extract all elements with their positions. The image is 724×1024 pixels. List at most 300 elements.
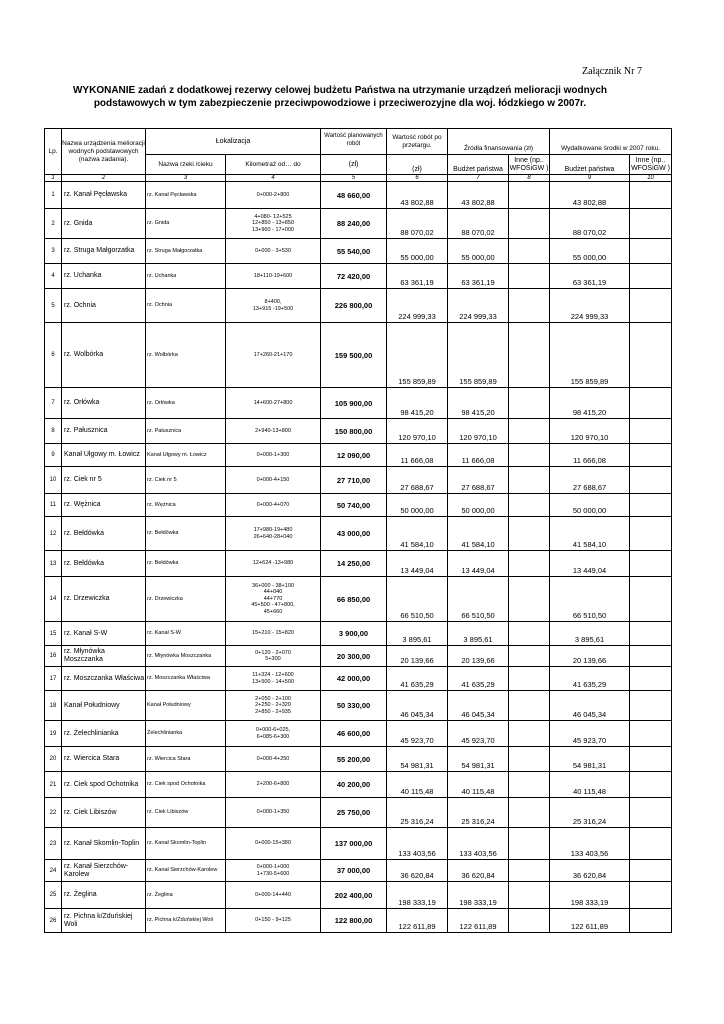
state-budget-value: 25 316,24 — [448, 798, 509, 828]
river-name: rz. Młynówka Moszczanka — [146, 646, 226, 667]
tender-value: 25 316,24 — [387, 798, 448, 828]
spent-other-value — [630, 747, 672, 772]
header-other: Inne (np.. WFOŚiGW ) — [509, 155, 550, 175]
kilometrage-line: 26+640-28+040 — [253, 533, 293, 540]
kilometrage-line: 18+110-19+600 — [253, 272, 293, 279]
row-number: 2 — [45, 209, 62, 239]
annex-label: Załącznik Nr 7 — [582, 66, 642, 77]
kilometrage — [226, 239, 321, 264]
other-source-value — [509, 646, 550, 667]
row-number: 13 — [45, 551, 62, 577]
spent-budget-value: 55 000,00 — [550, 239, 630, 264]
table-row — [45, 444, 672, 467]
spent-other-value — [630, 828, 672, 860]
spent-other-value — [630, 323, 672, 388]
state-budget-value: 13 449,04 — [448, 551, 509, 577]
river-name: rz. Kanał Skomlin-Toplin — [146, 828, 226, 860]
state-budget-value: 43 802,88 — [448, 182, 509, 209]
kilometrage-line: 17+260-21+170 — [253, 351, 293, 358]
column-number: 9 — [550, 175, 630, 182]
table-row — [45, 289, 672, 323]
tender-value: 88 070,02 — [387, 209, 448, 239]
river-name: rz. Ciek Libiszów — [146, 798, 226, 828]
kilometrage-line: 0+000-4+070 — [256, 501, 290, 508]
spent-other-value — [630, 444, 672, 467]
kilometrage-line: 2+940-13+800 — [255, 427, 291, 434]
kilometrage-line: 0+000 - 3+530 — [255, 247, 291, 254]
spent-budget-value: 98 415,20 — [550, 388, 630, 419]
task-name: rz. Gnida — [62, 209, 146, 239]
title-line-2: podstawowych w tym zabezpieczenie przeciwpowodziowe i przeciwerozyjne dla woj. łódzkiego w 2007r. — [93, 98, 587, 109]
kilometrage-line: 12+850 - 13+850 — [252, 220, 294, 227]
row-number: 12 — [45, 517, 62, 551]
kilometrage-line: 13+960 - 17+000 — [252, 226, 294, 233]
spent-budget-value: 3 895,61 — [550, 622, 630, 646]
other-source-value — [509, 323, 550, 388]
planned-value: 20 300,00 — [321, 646, 387, 667]
state-budget-value: 55 000,00 — [448, 239, 509, 264]
state-budget-value: 155 859,89 — [448, 323, 509, 388]
table-row — [45, 622, 672, 646]
task-name: rz. Uchanka — [62, 264, 146, 289]
kilometrage-line: 0+000-2+800 — [256, 191, 290, 198]
planned-value: 55 540,00 — [321, 239, 387, 264]
header-km: Kilometraż od… do — [226, 155, 321, 175]
spent-budget-value: 63 361,19 — [550, 264, 630, 289]
document-title — [60, 84, 620, 110]
spent-budget-value: 66 510,50 — [550, 577, 630, 622]
state-budget-value: 98 415,20 — [448, 388, 509, 419]
spent-other-value — [630, 646, 672, 667]
kilometrage-line: 1+730-5+600 — [256, 870, 290, 877]
other-source-value — [509, 860, 550, 882]
task-name: rz. Pałusznica — [62, 419, 146, 444]
title-line-1: WYKONANIE zadań z dodatkowej rezerwy celowej budżetu Państwa na utrzymanie urządzeń melioracji wodnych — [72, 85, 607, 96]
kilometrage — [226, 388, 321, 419]
spent-other-value — [630, 721, 672, 747]
spent-budget-value: 50 000,00 — [550, 494, 630, 517]
row-number: 10 — [45, 467, 62, 494]
table-row — [45, 494, 672, 517]
spent-other-value — [630, 239, 672, 264]
spent-budget-value: 25 316,24 — [550, 798, 630, 828]
task-name: rz. Kanał Skomlin-Toplin — [62, 828, 146, 860]
state-budget-value: 50 000,00 — [448, 494, 509, 517]
row-number: 4 — [45, 264, 62, 289]
table-row — [45, 721, 672, 747]
river-name: rz. Kanał Pęcławska — [146, 182, 226, 209]
state-budget-value: 41 584,10 — [448, 517, 509, 551]
task-name: Kanał Ułgowy m. Łowicz — [62, 444, 146, 467]
task-name: rz. Struga Małgorzatka — [62, 239, 146, 264]
kilometrage-line: 0+000-15+380 — [255, 840, 291, 847]
kilometrage — [226, 444, 321, 467]
row-number: 17 — [45, 667, 62, 691]
other-source-value — [509, 551, 550, 577]
header-sources: Źródła finansowania (zł) — [448, 129, 550, 155]
spent-budget-value: 120 970,10 — [550, 419, 630, 444]
kilometrage-line: 15+210 - 15+820 — [252, 630, 294, 637]
other-source-value — [509, 444, 550, 467]
state-budget-value: 120 970,10 — [448, 419, 509, 444]
task-name: rz. Orłówka — [62, 388, 146, 419]
river-name: Kanał Ułgowy m. Łowicz — [146, 444, 226, 467]
kilometrage-line: 45+500 - 47+800, — [251, 602, 295, 609]
table-row — [45, 517, 672, 551]
task-name: rz. Kanał Sierzchów-Karolew — [62, 860, 146, 882]
spent-other-value — [630, 517, 672, 551]
planned-value: 88 240,00 — [321, 209, 387, 239]
planned-value: 66 850,00 — [321, 577, 387, 622]
task-name: rz. Ciek Libiszów — [62, 798, 146, 828]
river-name: rz. Pichna k/Zduńskiej Woli — [146, 909, 226, 933]
planned-value: 50 330,00 — [321, 691, 387, 721]
other-source-value — [509, 622, 550, 646]
kilometrage — [226, 667, 321, 691]
row-number: 16 — [45, 646, 62, 667]
task-name: rz. Ciek spod Ochotnika — [62, 772, 146, 798]
header-row-1 — [45, 129, 672, 155]
kilometrage — [226, 494, 321, 517]
spent-budget-value: 41 635,29 — [550, 667, 630, 691]
table-row — [45, 323, 672, 388]
kilometrage-line: 2+250 - 2+320 — [255, 702, 291, 709]
other-source-value — [509, 798, 550, 828]
task-name: rz. Wolbórka — [62, 323, 146, 388]
spent-other-value — [630, 551, 672, 577]
river-name: rz. Bełdówka — [146, 551, 226, 577]
other-source-value — [509, 577, 550, 622]
river-name: rz. Uchanka — [146, 264, 226, 289]
tender-value: 46 045,34 — [387, 691, 448, 721]
other-source-value — [509, 517, 550, 551]
other-source-value — [509, 828, 550, 860]
kilometrage-line: 4+080- 12+525 — [254, 213, 292, 220]
river-name: rz. Moszczanka Właściwa — [146, 667, 226, 691]
task-name: rz. Wężnica — [62, 494, 146, 517]
kilometrage — [226, 860, 321, 882]
table-row — [45, 239, 672, 264]
state-budget-value: 46 045,34 — [448, 691, 509, 721]
kilometrage — [226, 419, 321, 444]
kilometrage-line: 0+000-1+000 — [256, 864, 290, 870]
row-number: 18 — [45, 691, 62, 721]
header-tender-unit: (zł) — [387, 155, 448, 175]
header-river: Nazwa rzeki /cieku — [146, 155, 226, 175]
kilometrage — [226, 747, 321, 772]
task-name: Kanał Południowy — [62, 691, 146, 721]
tender-value: 45 923,70 — [387, 721, 448, 747]
planned-value: 48 660,00 — [321, 182, 387, 209]
kilometrage — [226, 798, 321, 828]
river-name: Żelechlinianka — [146, 721, 226, 747]
planned-value: 137 000,00 — [321, 828, 387, 860]
planned-value: 40 200,00 — [321, 772, 387, 798]
row-number: 22 — [45, 798, 62, 828]
tender-value: 41 635,29 — [387, 667, 448, 691]
column-number: 10 — [630, 175, 672, 182]
spent-other-value — [630, 289, 672, 323]
other-source-value — [509, 494, 550, 517]
row-number: 23 — [45, 828, 62, 860]
other-source-value — [509, 721, 550, 747]
table-row — [45, 798, 672, 828]
task-name: rz. Bełdówka — [62, 551, 146, 577]
kilometrage — [226, 772, 321, 798]
spent-budget-value: 40 115,48 — [550, 772, 630, 798]
planned-value: 159 500,00 — [321, 323, 387, 388]
table-row — [45, 747, 672, 772]
kilometrage-line: 44+040 — [263, 589, 283, 596]
table-row — [45, 646, 672, 667]
kilometrage — [226, 577, 321, 622]
river-name: rz. Wolbórka — [146, 323, 226, 388]
kilometrage — [226, 721, 321, 747]
tender-value: 224 999,33 — [387, 289, 448, 323]
tender-value: 66 510,50 — [387, 577, 448, 622]
kilometrage-line: 0+000-6+025, — [255, 727, 291, 733]
state-budget-value: 27 688,67 — [448, 467, 509, 494]
kilometrage — [226, 551, 321, 577]
planned-value: 202 400,00 — [321, 882, 387, 909]
state-budget-value: 224 999,33 — [448, 289, 509, 323]
spent-budget-value: 88 070,02 — [550, 209, 630, 239]
planned-value: 50 740,00 — [321, 494, 387, 517]
header-planned: Wartość planowanych robót — [321, 129, 387, 155]
tender-value: 43 802,88 — [387, 182, 448, 209]
spent-budget-value: 45 923,70 — [550, 721, 630, 747]
table-row — [45, 551, 672, 577]
row-number: 20 — [45, 747, 62, 772]
planned-value: 55 200,00 — [321, 747, 387, 772]
planned-value: 72 420,00 — [321, 264, 387, 289]
kilometrage — [226, 517, 321, 551]
spent-other-value — [630, 882, 672, 909]
row-number: 7 — [45, 388, 62, 419]
row-number: 1 — [45, 182, 62, 209]
kilometrage-line: 0+000-4+250 — [256, 755, 290, 762]
other-source-value — [509, 419, 550, 444]
kilometrage-line: 14+600-27+800 — [253, 399, 293, 406]
state-budget-value: 54 981,31 — [448, 747, 509, 772]
tender-value: 3 895,61 — [387, 622, 448, 646]
planned-value: 14 250,00 — [321, 551, 387, 577]
header-other-2: Inne (np.. WFOŚiGW ) — [630, 155, 672, 175]
river-name: rz. Pałusznica — [146, 419, 226, 444]
kilometrage-line: 0+000-1+300 — [256, 451, 290, 458]
tender-value: 50 000,00 — [387, 494, 448, 517]
table-row — [45, 667, 672, 691]
task-name: rz. Młynówka Moszczanka — [62, 646, 146, 667]
river-name: rz. Drzewiczka — [146, 577, 226, 622]
tender-value: 40 115,48 — [387, 772, 448, 798]
spent-budget-value: 198 333,19 — [550, 882, 630, 909]
task-name: rz. Ciek nr 5 — [62, 467, 146, 494]
kilometrage — [226, 646, 321, 667]
kilometrage-line: 0+000-1+350 — [256, 809, 290, 816]
river-name: rz. Żeglina — [146, 882, 226, 909]
spent-other-value — [630, 577, 672, 622]
kilometrage — [226, 323, 321, 388]
spent-other-value — [630, 798, 672, 828]
kilometrage-line: 0+120 - 2+070 — [255, 649, 291, 656]
tender-value: 36 620,84 — [387, 860, 448, 882]
kilometrage-line: 0+150 - 9+125 — [255, 917, 291, 924]
river-name: rz. Struga Małgorzatka — [146, 239, 226, 264]
other-source-value — [509, 772, 550, 798]
table-row — [45, 264, 672, 289]
tender-value: 122 611,89 — [387, 909, 448, 933]
kilometrage — [226, 467, 321, 494]
spent-other-value — [630, 772, 672, 798]
spent-budget-value: 41 584,10 — [550, 517, 630, 551]
table-row — [45, 772, 672, 798]
state-budget-value: 36 620,84 — [448, 860, 509, 882]
spent-budget-value: 36 620,84 — [550, 860, 630, 882]
river-name: rz. Wiercica Stara — [146, 747, 226, 772]
state-budget-value: 41 635,29 — [448, 667, 509, 691]
kilometrage — [226, 882, 321, 909]
planned-value: 150 800,00 — [321, 419, 387, 444]
row-number: 24 — [45, 860, 62, 882]
planned-value: 25 750,00 — [321, 798, 387, 828]
header-planned-unit: (zł) — [321, 155, 387, 175]
other-source-value — [509, 388, 550, 419]
spent-other-value — [630, 494, 672, 517]
kilometrage — [226, 828, 321, 860]
task-name: rz. Kanał S-W — [62, 622, 146, 646]
tender-value: 98 415,20 — [387, 388, 448, 419]
task-name: rz. Żelechlinianka — [62, 721, 146, 747]
river-name: rz. Wężnica — [146, 494, 226, 517]
header-location: Łokalizacja — [146, 129, 321, 155]
spent-other-value — [630, 467, 672, 494]
spent-other-value — [630, 691, 672, 721]
spent-other-value — [630, 388, 672, 419]
table-row — [45, 209, 672, 239]
row-number: 21 — [45, 772, 62, 798]
kilometrage-line: 0+000-14+440 — [255, 891, 291, 898]
river-name: rz. Ochnia — [146, 289, 226, 323]
state-budget-value: 198 333,19 — [448, 882, 509, 909]
other-source-value — [509, 691, 550, 721]
planned-value: 43 000,00 — [321, 517, 387, 551]
task-name: rz. Moszczanka Właściwa — [62, 667, 146, 691]
kilometrage — [226, 691, 321, 721]
table-row — [45, 909, 672, 933]
spent-budget-value: 133 403,56 — [550, 828, 630, 860]
planned-value: 12 090,00 — [321, 444, 387, 467]
kilometrage-line: 0+000-4+150 — [256, 476, 290, 483]
kilometrage-line: 5+300 — [265, 656, 281, 662]
spent-budget-value: 54 981,31 — [550, 747, 630, 772]
other-source-value — [509, 264, 550, 289]
table-row — [45, 577, 672, 622]
tender-value: 54 981,31 — [387, 747, 448, 772]
other-source-value — [509, 909, 550, 933]
state-budget-value: 122 611,89 — [448, 909, 509, 933]
column-number: 1 — [45, 175, 62, 182]
row-number: 5 — [45, 289, 62, 323]
row-number: 14 — [45, 577, 62, 622]
kilometrage-line: 2+200-6+800 — [256, 781, 290, 788]
other-source-value — [509, 667, 550, 691]
spent-budget-value: 20 139,66 — [550, 646, 630, 667]
tender-value: 20 139,66 — [387, 646, 448, 667]
row-number: 15 — [45, 622, 62, 646]
task-name: rz. Żeglina — [62, 882, 146, 909]
tender-value: 11 666,08 — [387, 444, 448, 467]
tender-value: 41 584,10 — [387, 517, 448, 551]
kilometrage — [226, 909, 321, 933]
kilometrage-line: 12+624 -13+980 — [252, 560, 294, 567]
table-row — [45, 467, 672, 494]
other-source-value — [509, 239, 550, 264]
river-name: rz. Gnida — [146, 209, 226, 239]
state-budget-value: 66 510,50 — [448, 577, 509, 622]
river-name: rz. Kanał S-W — [146, 622, 226, 646]
column-number-row — [45, 175, 672, 182]
kilometrage-line: 2+850 - 2+935 — [255, 708, 291, 715]
other-source-value — [509, 182, 550, 209]
river-name: rz. Ciek nr 5 — [146, 467, 226, 494]
tender-value: 155 859,89 — [387, 323, 448, 388]
table-row — [45, 419, 672, 444]
tender-value: 55 000,00 — [387, 239, 448, 264]
state-budget-value: 45 923,70 — [448, 721, 509, 747]
header-state-budget: Budżet państwa — [448, 155, 509, 175]
planned-value: 27 710,00 — [321, 467, 387, 494]
kilometrage — [226, 182, 321, 209]
column-number: 7 — [448, 175, 509, 182]
task-name: rz. Ochnia — [62, 289, 146, 323]
other-source-value — [509, 882, 550, 909]
spent-budget-value: 27 688,67 — [550, 467, 630, 494]
table-row — [45, 860, 672, 882]
table-row — [45, 882, 672, 909]
other-source-value — [509, 209, 550, 239]
river-name: rz. Bełdówka — [146, 517, 226, 551]
table-row — [45, 388, 672, 419]
planned-value: 37 000,00 — [321, 860, 387, 882]
kilometrage-line: 6+085-6+300 — [256, 733, 290, 740]
header-tender: Wartość robót po przetargu. — [387, 129, 448, 155]
column-number: 4 — [226, 175, 321, 182]
kilometrage-line: 13+500 - 14+500 — [252, 678, 294, 685]
kilometrage-line: 44+770 — [263, 595, 283, 602]
state-budget-value: 11 666,08 — [448, 444, 509, 467]
kilometrage-line: 2+050 - 2+100 — [255, 695, 291, 702]
column-number: 3 — [146, 175, 226, 182]
tender-value: 13 449,04 — [387, 551, 448, 577]
kilometrage-line: 36+000 - 38+100 — [252, 582, 294, 589]
other-source-value — [509, 467, 550, 494]
spent-budget-value: 155 859,89 — [550, 323, 630, 388]
planned-value: 122 800,00 — [321, 909, 387, 933]
tender-value: 63 361,19 — [387, 264, 448, 289]
task-name: rz. Kanał Pęcławska — [62, 182, 146, 209]
table-row — [45, 828, 672, 860]
state-budget-value: 88 070,02 — [448, 209, 509, 239]
planned-value: 46 600,00 — [321, 721, 387, 747]
planned-value: 42 000,00 — [321, 667, 387, 691]
spent-other-value — [630, 622, 672, 646]
header-state-budget-2: Budżet państwa — [550, 155, 630, 175]
task-name: rz. Bełdówka — [62, 517, 146, 551]
spent-budget-value: 43 802,88 — [550, 182, 630, 209]
river-name: rz. Orłówka — [146, 388, 226, 419]
tender-value: 120 970,10 — [387, 419, 448, 444]
